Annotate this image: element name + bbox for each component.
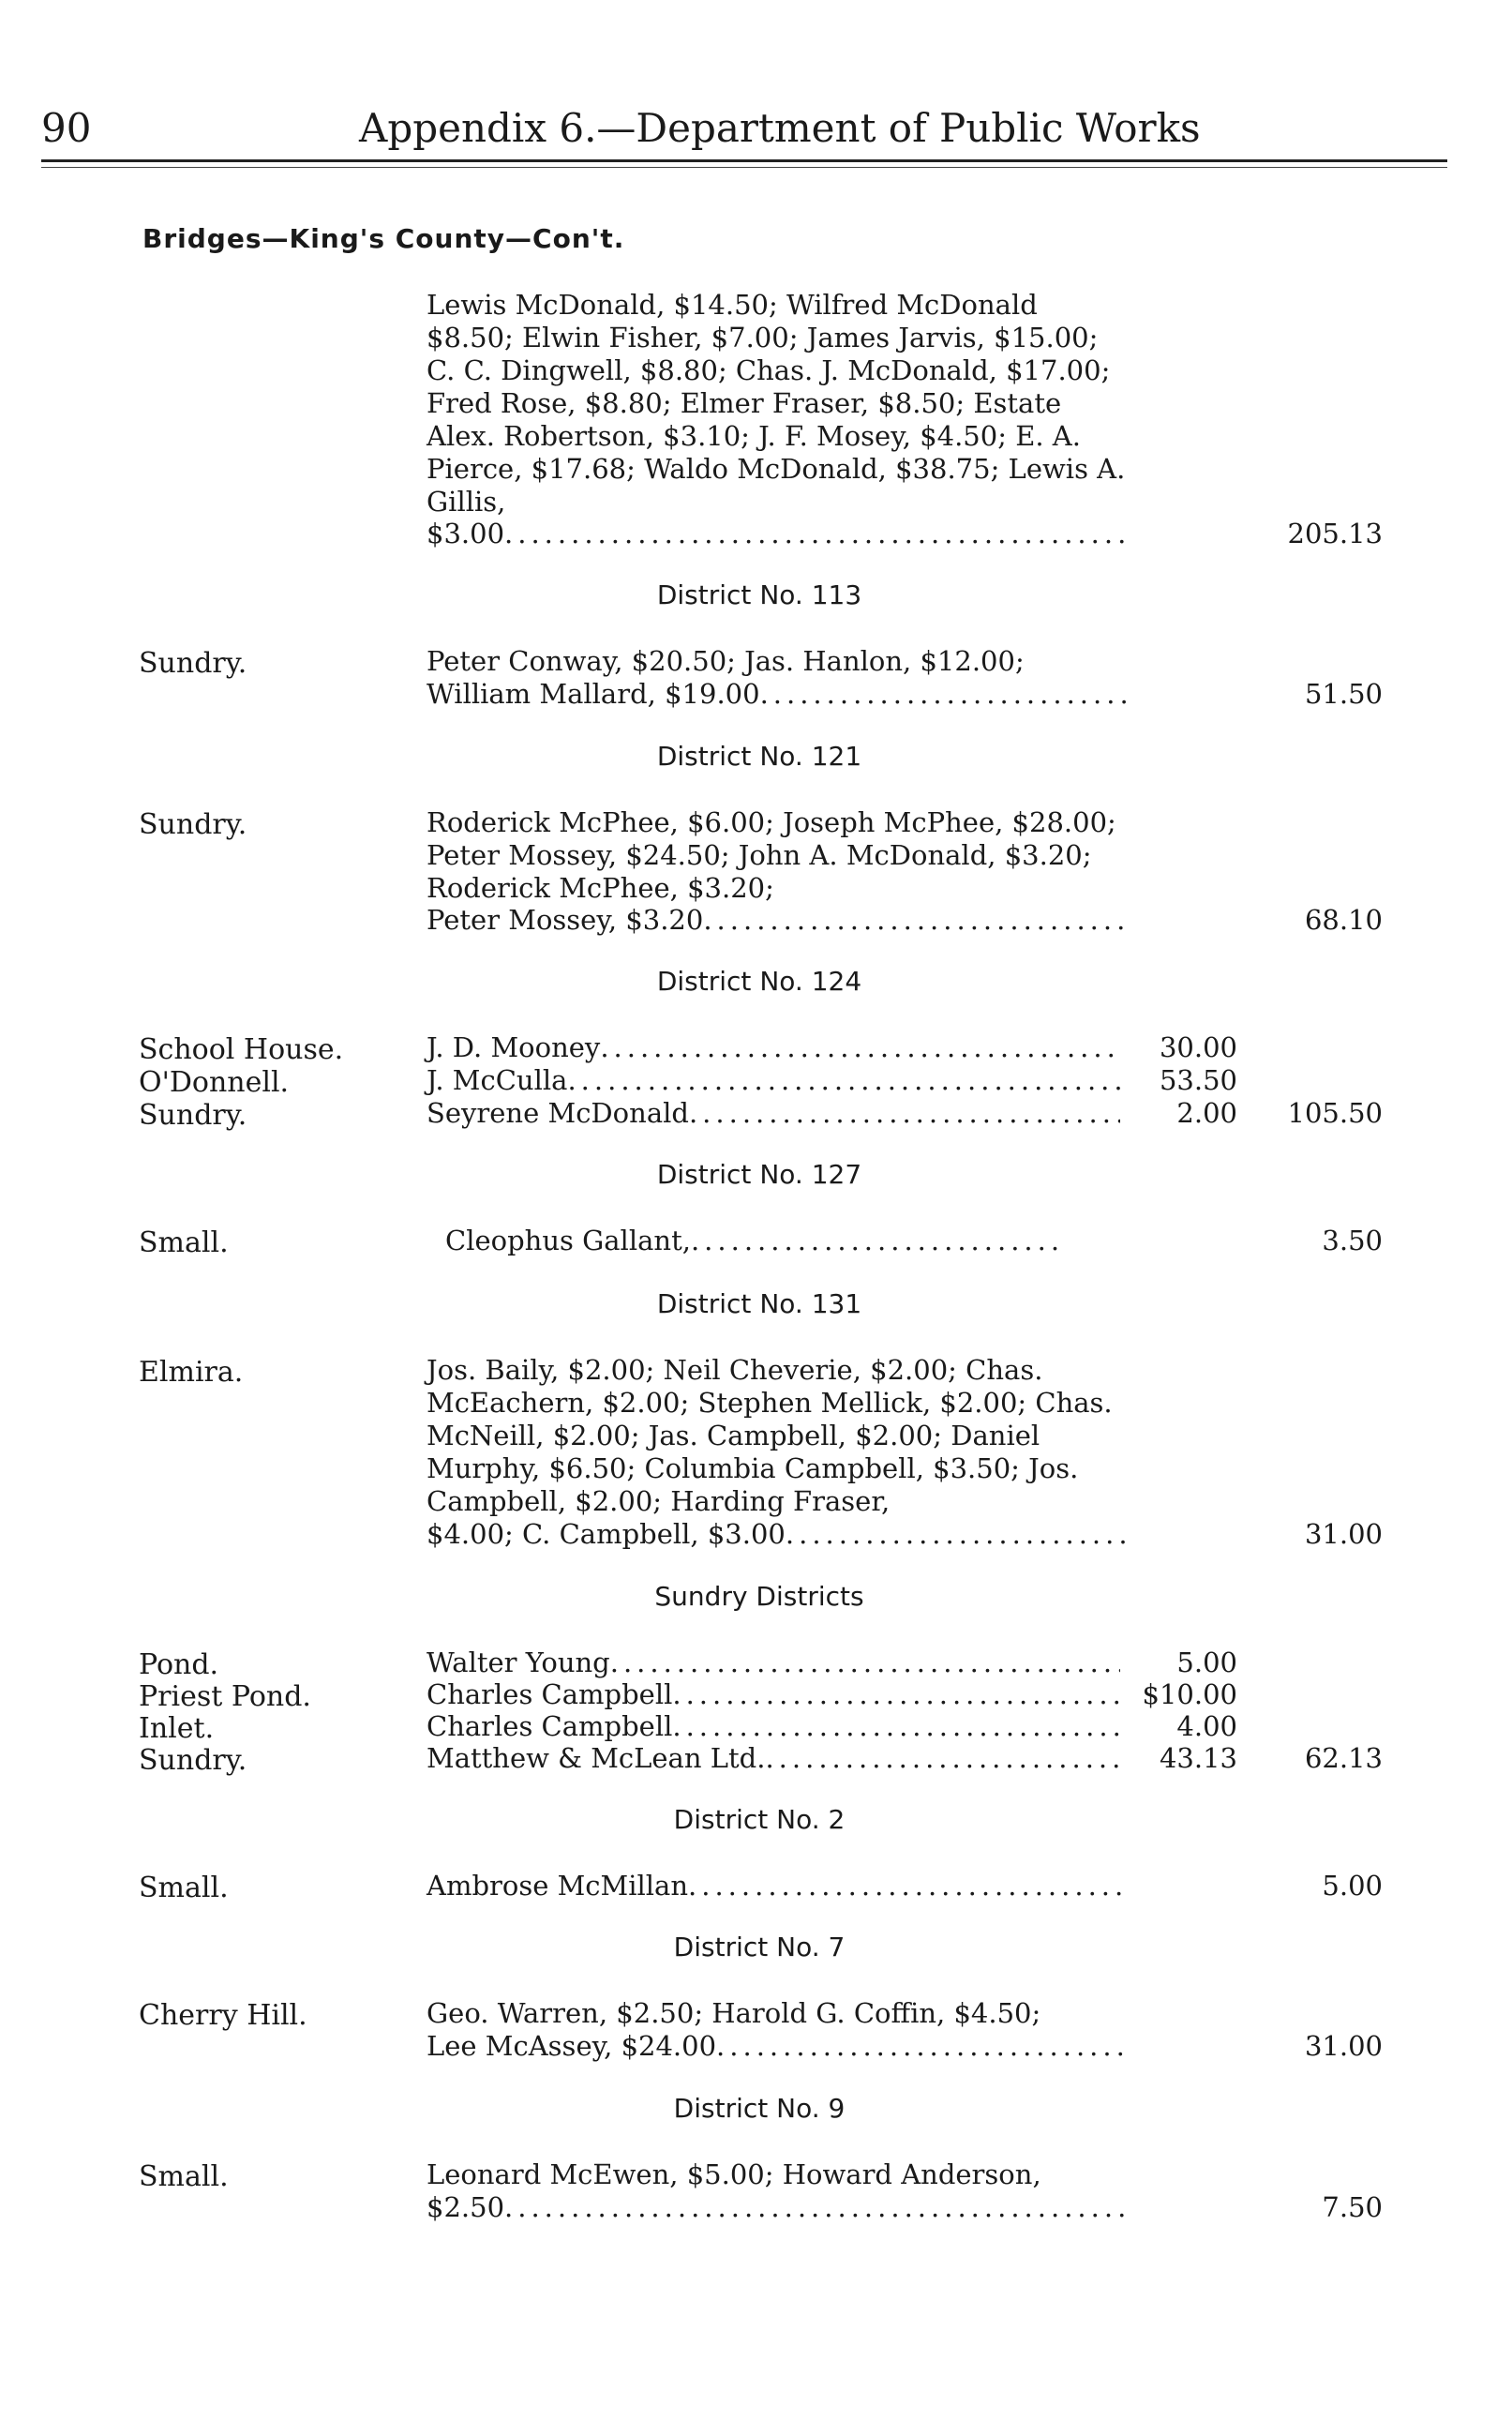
entry-label: Sundry. <box>139 1099 247 1132</box>
entry-amount: 2.00 <box>1176 1097 1237 1129</box>
district-heading: District No. 131 <box>656 1288 862 1319</box>
district-heading: District No. 124 <box>656 966 862 997</box>
entry-line: Seyrene McDonald ..... <box>427 1097 1120 1130</box>
entry-amount: 4.00 <box>1176 1710 1237 1742</box>
entry-total: 31.00 <box>1304 1518 1383 1550</box>
entry-last-line: Ambrose McMillan ..... <box>427 1870 1130 1902</box>
entry-paragraph: Leonard McEwen, $5.00; Howard Anderson, <box>427 2158 1041 2190</box>
entry-total: 68.10 <box>1304 904 1383 936</box>
entry-total: 105.50 <box>1287 1097 1383 1129</box>
entry-line: J. McCulla ..... <box>427 1064 1120 1097</box>
entry-line: Charles Campbell ..... <box>427 1710 1120 1743</box>
entry-paragraph: Peter Conway, $20.50; Jas. Hanlon, $12.00; <box>427 645 1025 677</box>
entry-total: 3.50 <box>1322 1225 1383 1256</box>
district-heading: District No. 113 <box>656 579 862 610</box>
entry-paragraph: Jos. Baily, $2.00; Neil Cheverie, $2.00; Chas. McEachern, $2.00; Stephen Mellick, $2.00; Chas. McNeill, $2.00; Jas. Campbell, $2.00; Daniel Murphy, $6.50; Columbia Campbell, $3.50; Jos. Campbell, $2.00; Harding Fraser, <box>427 1354 1113 1517</box>
entry-label: Cherry Hill. <box>139 1999 307 2032</box>
entry-label: Small. <box>139 2160 229 2193</box>
entry-total: 51.50 <box>1304 678 1383 710</box>
entry-paragraph: Lewis McDonald, $14.50; Wilfred McDonald $8.50; Elwin Fisher, $7.00; James Jarvis, $15.00; C. C. Dingwell, $8.80; Chas. J. McDonald, $17.00; Fred Rose, $8.80; Elmer Fraser, $8.50; Estate Alex. Robertson, $3.10; J. F. Mosey, $4.50; E. A. Pierce, $17.68; Waldo McDonald, $38.75; Lewis A. Gillis, <box>427 289 1126 518</box>
entry-amount: 30.00 <box>1159 1031 1237 1063</box>
district-heading: District No. 127 <box>656 1159 862 1190</box>
district-heading: Sundry Districts <box>654 1581 864 1612</box>
entry-amount: 5.00 <box>1176 1647 1237 1678</box>
header-rule-thin <box>41 167 1447 168</box>
entry-paragraph: Geo. Warren, $2.50; Harold G. Coffin, $4.50; <box>427 1997 1041 2029</box>
entry-last-line: Peter Mossey, $3.20 ..... <box>427 904 1130 937</box>
entry-total: 5.00 <box>1322 1870 1383 1902</box>
entry-amount: 43.13 <box>1159 1742 1237 1774</box>
entry-label: Small. <box>139 1872 229 1904</box>
district-heading: District No. 121 <box>656 741 862 772</box>
entry-line: Charles Campbell ..... <box>427 1678 1120 1711</box>
section-heading: Bridges—King's County—Con't. <box>142 223 625 254</box>
entry-last-line: $3.00 ..... <box>427 518 1130 550</box>
entry-amount: $10.00 <box>1142 1678 1237 1710</box>
entry-total: 7.50 <box>1322 2191 1383 2223</box>
entry-last-line: $2.50 ..... <box>427 2191 1130 2224</box>
page-number: 90 <box>41 105 92 151</box>
district-heading: District No. 2 <box>673 1804 846 1835</box>
entry-label: Elmira. <box>139 1356 244 1389</box>
entry-total: 31.00 <box>1304 2030 1383 2062</box>
entry-label: Sundry. <box>139 808 247 841</box>
entry-total: 62.13 <box>1304 1742 1383 1774</box>
entry-total: 205.13 <box>1287 518 1383 549</box>
entry-label: Pond. <box>139 1648 219 1681</box>
entry-label: O'Donnell. <box>139 1066 290 1099</box>
entry-line: Matthew & McLean Ltd. ..... <box>427 1742 1120 1775</box>
entry-last-line: Lee McAssey, $24.00 ..... <box>427 2030 1130 2063</box>
entry-amount: 53.50 <box>1159 1064 1237 1096</box>
entry-line: J. D. Mooney ..... <box>427 1031 1120 1064</box>
entry-label: Small. <box>139 1226 229 1259</box>
district-heading: District No. 9 <box>673 2093 846 2124</box>
entry-paragraph: Roderick McPhee, $6.00; Joseph McPhee, $28.00; Peter Mossey, $24.50; John A. McDonald, $3.20; Roderick McPhee, $3.20; <box>427 806 1116 904</box>
entry-last-line: $4.00; C. Campbell, $3.00 ..... <box>427 1518 1130 1551</box>
page-title: Appendix 6.—Department of Public Works <box>359 105 1201 151</box>
entry-last-line: William Mallard, $19.00 ..... <box>427 678 1130 711</box>
entry-label: Sundry. <box>139 647 247 680</box>
entry-label: Sundry. <box>139 1744 247 1777</box>
district-heading: District No. 7 <box>673 1932 846 1962</box>
header-rule <box>41 159 1447 162</box>
entry-label: Inlet. <box>139 1712 215 1745</box>
entry-label: School House. <box>139 1033 344 1066</box>
entry-label: Priest Pond. <box>139 1680 311 1713</box>
entry-last-line: Cleophus Gallant, ..... <box>445 1225 1064 1257</box>
entry-line: Walter Young ..... <box>427 1647 1120 1679</box>
